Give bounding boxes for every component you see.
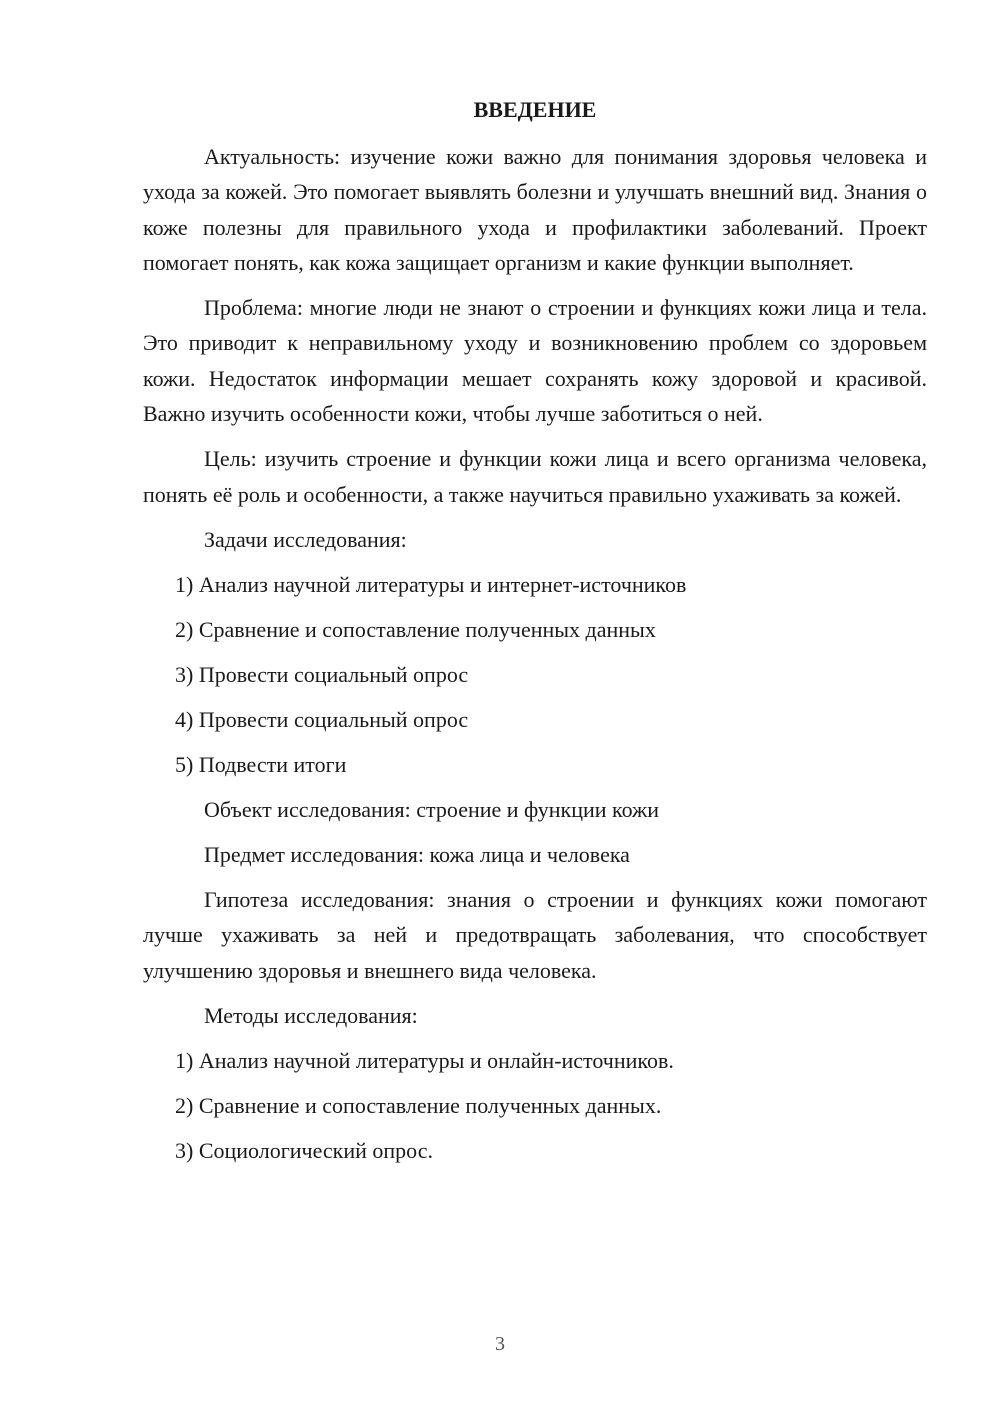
methods-list [143,1043,927,1168]
list-item: 2) Сравнение и сопоставление полученных данных. [175,1092,662,1118]
hypothesis-paragraph: Гипотеза исследования: знания о строении и функциях кожи помогают лучше ухаживать за ней и предотвращать заболевания, что способствует улучшению здоровья и внешнего вида человека. [143,886,927,983]
list-item: 3) Социологический опрос. [175,1137,433,1163]
tasks-heading: Задачи исследования: [204,526,407,552]
goal-paragraph: Цель: изучить строение и функции кожи лица и всего организма человека, понять её роль и особенности, а также научиться правильно ухаживать за кожей. [143,446,927,507]
page-content [143,92,927,1178]
tasks-list [143,567,927,782]
section-title: ВВЕДЕНИЕ [473,97,597,122]
page-number: 3 [495,1333,505,1355]
list-item: 4) Провести социальный опрос [175,706,469,732]
problem-paragraph: Проблема: многие люди не знают о строении и функциях кожи лица и тела. Это приводит к неправильному уходу и возникновению проблем со здоровьем кожи. Недостаток информации мешает сохранять кожу здоровой и красивой. Важно изучить особенности кожи, чтобы лучше заботиться о ней. [143,295,927,427]
list-item: 1) Анализ научной литературы и интернет-источников [175,571,687,597]
list-item: 1) Анализ научной литературы и онлайн-источников. [175,1047,674,1073]
methods-heading: Методы исследования: [204,1002,418,1028]
relevance-paragraph: Актуальность: изучение кожи важно для понимания здоровья человека и ухода за кожей. Это помогает выявлять болезни и улучшать внешний вид. Знания о коже полезны для правильного ухода и профилактики заболеваний. Проект помогает понять, как кожа защищает организм и какие функции выполняет. [143,144,927,275]
list-item: 2) Сравнение и сопоставление полученных данных [175,616,656,642]
research-object: Объект исследования: строение и функции кожи [204,796,660,822]
research-subject: Предмет исследования: кожа лица и человека [204,841,630,867]
list-item: 3) Провести социальный опрос [175,661,469,687]
list-item: 5) Подвести итоги [175,751,347,777]
